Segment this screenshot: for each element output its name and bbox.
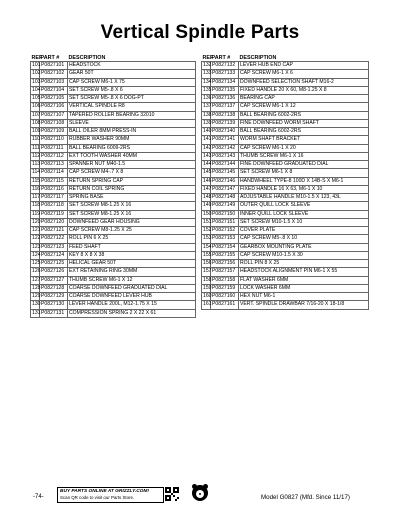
part-number-cell: P0827139 <box>211 119 239 127</box>
part-number-cell: P0827110 <box>40 136 68 144</box>
ref-cell: 115 <box>32 177 41 184</box>
table-row <box>202 251 369 259</box>
part-number-cell: P0827160 <box>211 293 239 301</box>
ref-cell: 111 <box>32 144 40 151</box>
description-cell: CAP SCREW M4-.7 X 8 <box>68 169 196 177</box>
description-cell: SET SCREW M6-1 X 8 <box>239 169 369 177</box>
part-number-cell: P0827120 <box>40 218 68 226</box>
description-cell: FINE DOWNFEED GRADUATED DIAL <box>239 161 369 169</box>
ref-cell: 145 <box>203 169 212 176</box>
ref-cell: 143 <box>203 152 212 159</box>
part-number-cell: P0827115 <box>40 177 68 185</box>
table-row <box>202 111 369 119</box>
table-header-row <box>202 54 369 62</box>
page-footer <box>0 486 400 516</box>
description-cell: DOWNFEED SELECTION SHAFT M16-2 <box>239 78 369 86</box>
buy-parts-box <box>57 487 164 503</box>
part-number-cell: P0827142 <box>211 144 239 152</box>
description-cell: RUBBER WASHER 90MM <box>68 136 196 144</box>
table-row <box>31 103 196 111</box>
part-number-cell: P0827105 <box>40 95 68 103</box>
ref-cell: 128 <box>32 284 41 291</box>
table-row <box>31 268 196 276</box>
table-row <box>31 243 196 251</box>
ref-cell: 103 <box>32 78 41 85</box>
part-number-cell: P0827103 <box>40 78 68 86</box>
description-cell: LEVER HUB END CAP <box>239 62 369 70</box>
part-number-cell: P0827143 <box>211 152 239 160</box>
description-cell: SET SCREW M5-.8 X 6 <box>68 86 196 94</box>
part-number-cell: P0827155 <box>211 251 239 259</box>
part-number-cell: P0827130 <box>40 301 68 309</box>
part-number-cell: P0827123 <box>40 243 68 251</box>
scan-qr-text: Scan QR code to visit our Parts Store. <box>60 495 135 500</box>
table-row <box>31 144 196 152</box>
table-row <box>202 177 369 185</box>
description-cell: FEED SHAFT <box>68 243 196 251</box>
part-number-cell: P0827127 <box>40 276 68 284</box>
description-cell: RETURN COIL SPRING <box>68 185 196 193</box>
ref-cell: 129 <box>32 293 41 300</box>
ref-cell: 109 <box>32 128 41 135</box>
description-cell: COARSE DOWNFEED GRADUATED DIAL <box>68 284 196 292</box>
ref-cell: 126 <box>32 268 41 275</box>
table-row <box>31 161 196 169</box>
part-number-cell: P0827144 <box>211 161 239 169</box>
ref-cell: 122 <box>32 235 41 242</box>
description-cell: BEARING CAP <box>239 95 369 103</box>
part-number-cell: P0827161 <box>211 301 239 309</box>
ref-cell: 146 <box>203 177 212 184</box>
part-number-cell: P0827106 <box>40 103 68 111</box>
part-number-cell: P0827148 <box>211 194 239 202</box>
table-row <box>31 86 196 94</box>
table-row <box>31 136 196 144</box>
part-number-cell: P0827131 <box>40 309 68 317</box>
ref-cell: 155 <box>203 251 212 258</box>
description-cell: HEADSTOCK <box>68 62 196 70</box>
table-row <box>202 185 369 193</box>
description-cell: TAPERED ROLLER BEARING 32010 <box>68 111 196 119</box>
table-row <box>202 152 369 160</box>
description-cell: CAP SCREW M6-1 X 75 <box>68 78 196 86</box>
part-number-cell: P0827151 <box>211 218 239 226</box>
ref-cell: 104 <box>32 86 41 93</box>
part-number-cell: P0827128 <box>40 284 68 292</box>
table-row <box>31 194 196 202</box>
ref-cell: 151 <box>203 218 212 225</box>
description-cell: DOWNFEED GEAR HOUSING <box>68 218 196 226</box>
ref-cell: 127 <box>32 276 41 283</box>
table-row <box>202 95 369 103</box>
description-cell: GEAR 50T <box>68 70 196 78</box>
part-number-header: PART # <box>40 54 60 61</box>
table-row <box>202 119 369 127</box>
ref-cell: 141 <box>203 136 212 143</box>
part-number-cell: P0827126 <box>40 268 68 276</box>
ref-cell: 123 <box>32 243 41 250</box>
part-number-cell: P0827109 <box>40 128 68 136</box>
part-number-cell: P0827119 <box>40 210 68 218</box>
description-cell: BALL BEARING 6009-2RS <box>68 144 196 152</box>
ref-cell: 136 <box>203 95 212 102</box>
description-cell: CAP SCREW M5-.8 X 10 <box>239 235 369 243</box>
table-row <box>31 78 196 86</box>
description-cell: ROLL PIN 6 X 25 <box>68 235 196 243</box>
ref-cell: 148 <box>203 194 212 201</box>
description-cell: LOCK WASHER 6MM <box>239 284 369 292</box>
table-row <box>202 260 369 268</box>
part-number-cell: P0827108 <box>40 119 68 127</box>
table-row <box>31 301 196 309</box>
description-cell: WORM SHAFT BRACKET <box>239 136 369 144</box>
ref-cell: 108 <box>32 119 41 126</box>
table-row <box>31 62 196 70</box>
description-cell: FLAT WASHER 6MM <box>239 276 369 284</box>
table-row <box>202 70 369 78</box>
table-row <box>202 194 369 202</box>
part-number-cell: P0827111 <box>40 144 68 152</box>
part-number-cell: P0827132 <box>211 62 239 70</box>
table-row <box>31 128 196 136</box>
grizzly-bear-logo-icon <box>192 485 208 501</box>
ref-cell: 138 <box>203 111 212 118</box>
ref-cell: 107 <box>32 111 41 118</box>
table-row <box>202 144 369 152</box>
ref-cell: 121 <box>32 227 41 234</box>
part-number-cell: P0827107 <box>40 111 68 119</box>
table-row <box>202 161 369 169</box>
part-number-cell: P0827138 <box>211 111 239 119</box>
description-cell: FIXED HANDLE 16 X 63, M6-1 X 10 <box>239 185 369 193</box>
ref-cell: 110 <box>32 136 41 143</box>
ref-cell: 118 <box>32 202 41 209</box>
table-row <box>31 227 196 235</box>
table-row <box>31 284 196 292</box>
page-number: -74- <box>33 494 44 500</box>
table-row <box>31 169 196 177</box>
part-number-header: PART # <box>211 54 231 61</box>
part-number-cell: P0827137 <box>211 103 239 111</box>
part-number-cell: P0827121 <box>40 227 68 235</box>
part-number-cell: P0827122 <box>40 235 68 243</box>
description-cell: KEY 8 X 8 X 38 <box>68 251 196 259</box>
part-number-cell: P0827159 <box>211 284 239 292</box>
part-number-cell: P0827134 <box>211 78 239 86</box>
description-cell: EXT TOOTH WASHER 40MM <box>68 152 196 160</box>
ref-cell: 114 <box>32 169 41 176</box>
ref-cell: 137 <box>203 103 212 110</box>
ref-cell: 156 <box>203 260 212 267</box>
table-row <box>31 70 196 78</box>
table-row <box>31 210 196 218</box>
page-title: Vertical Spindle Parts <box>100 22 300 43</box>
part-number-cell: P0827147 <box>211 185 239 193</box>
table-row <box>31 218 196 226</box>
part-number-cell: P0827133 <box>211 70 239 78</box>
part-number-cell: P0827152 <box>211 227 239 235</box>
ref-cell: 147 <box>203 185 212 192</box>
table-row <box>202 243 369 251</box>
part-number-cell: P0827101 <box>40 62 68 70</box>
ref-cell: 133 <box>203 70 212 77</box>
part-number-cell: P0827158 <box>211 276 239 284</box>
description-cell: HEADSTOCK ALIGNMENT PIN M6-1 X 55 <box>239 268 369 276</box>
description-cell: SET SCREW M8-1.25 X 16 <box>68 210 196 218</box>
part-number-cell: P0827150 <box>211 210 239 218</box>
ref-cell: 112 <box>32 152 41 159</box>
description-cell: CAP SCREW M6-1 X 12 <box>239 103 369 111</box>
table-row <box>202 284 369 292</box>
table-row <box>202 235 369 243</box>
part-number-cell: P0827153 <box>211 235 239 243</box>
ref-cell: 160 <box>203 293 212 300</box>
part-number-cell: P0827154 <box>211 243 239 251</box>
description-header: DESCRIPTION <box>239 54 277 61</box>
part-number-cell: P0827117 <box>40 194 68 202</box>
part-number-cell: P0827136 <box>211 95 239 103</box>
ref-cell: 144 <box>203 161 212 168</box>
description-cell: VERTICAL SPINDLE R8 <box>68 103 196 111</box>
ref-cell: 102 <box>32 70 41 77</box>
description-cell: INNER QUILL LOCK SLEEVE <box>239 210 369 218</box>
qr-code-icon <box>165 487 179 501</box>
description-cell: COARSE DOWNFEED LEVER HUB <box>68 293 196 301</box>
part-number-cell: P0827102 <box>40 70 68 78</box>
table-row <box>31 260 196 268</box>
table-row <box>31 177 196 185</box>
table-row <box>31 293 196 301</box>
ref-cell: 149 <box>203 202 212 209</box>
ref-cell: 106 <box>32 103 41 110</box>
part-number-cell: P0827124 <box>40 251 68 259</box>
part-number-cell: P0827116 <box>40 185 68 193</box>
table-row <box>202 128 369 136</box>
part-number-cell: P0827104 <box>40 86 68 94</box>
part-number-cell: P0827125 <box>40 260 68 268</box>
part-number-cell: P0827140 <box>211 128 239 136</box>
part-number-cell: P0827129 <box>40 293 68 301</box>
table-row <box>202 103 369 111</box>
part-number-cell: P0827141 <box>211 136 239 144</box>
ref-cell: 113 <box>32 161 41 168</box>
table-row <box>202 62 369 70</box>
description-cell: BALL BEARING 6002-2RS <box>239 128 369 136</box>
table-row <box>202 301 369 309</box>
description-cell: ADJUSTABLE HANDLE M10-1.5 X 123, 43L <box>239 194 369 202</box>
description-cell: GEARBOX MOUNTING PLATE <box>239 243 369 251</box>
description-cell: LEVER HANDLE 200L, M12-1.75 X 15 <box>68 301 196 309</box>
ref-cell: 154 <box>203 243 212 250</box>
description-cell: SPRING BASE <box>68 194 196 202</box>
description-cell: CAP SCREW M6-1 X 6 <box>239 70 369 78</box>
ref-cell: 105 <box>32 95 41 102</box>
ref-header: REF <box>31 54 43 61</box>
parts-table-left <box>30 54 196 318</box>
ref-cell: 120 <box>32 218 41 225</box>
part-number-cell: P0827146 <box>211 177 239 185</box>
ref-cell: 101 <box>32 62 41 69</box>
table-row <box>31 95 196 103</box>
description-cell: CAP SCREW M10-1.5 X 30 <box>239 251 369 259</box>
table-row <box>31 276 196 284</box>
part-number-cell: P0827118 <box>40 202 68 210</box>
ref-cell: 158 <box>203 276 212 283</box>
description-cell: THUMB SCREW M6-1 X 12 <box>68 276 196 284</box>
table-row <box>202 136 369 144</box>
ref-header: REF <box>202 54 214 61</box>
ref-cell: 157 <box>203 268 212 275</box>
table-row <box>31 119 196 127</box>
table-row <box>31 309 196 317</box>
ref-cell: 161 <box>203 301 212 308</box>
description-cell: THUMB SCREW M6-1 X 16 <box>239 152 369 160</box>
part-number-cell: P0827135 <box>211 86 239 94</box>
table-row <box>202 210 369 218</box>
description-cell: COVER PLATE <box>239 227 369 235</box>
ref-cell: 116 <box>32 185 41 192</box>
table-row <box>202 86 369 94</box>
model-info: Model G0827 (Mfd. Since 11/17) <box>261 494 350 501</box>
ref-cell: 135 <box>203 86 212 93</box>
ref-cell: 117 <box>32 194 41 201</box>
ref-cell: 153 <box>203 235 212 242</box>
table-row <box>202 169 369 177</box>
description-cell: SET SCREW M5-.8 X 6 DOG-PT <box>68 95 196 103</box>
description-header: DESCRIPTION <box>68 54 106 61</box>
part-number-cell: P0827113 <box>40 161 68 169</box>
table-row <box>202 227 369 235</box>
part-number-cell: P0827145 <box>211 169 239 177</box>
description-cell: OUTER QUILL LOCK SLEEVE <box>239 202 369 210</box>
table-row <box>202 202 369 210</box>
description-cell: SET SCREW M8-1.25 X 16 <box>68 202 196 210</box>
description-cell: ROLL PIN 8 X 25 <box>239 260 369 268</box>
description-cell: HANDWHEEL TYPE-8 100D X 14B-S X M6-1 <box>239 177 369 185</box>
table-row <box>31 111 196 119</box>
ref-cell: 131 <box>32 309 41 316</box>
part-number-cell: P0827156 <box>211 260 239 268</box>
ref-cell: 119 <box>32 210 41 217</box>
description-cell: SPANNER NUT M40-1.5 <box>68 161 196 169</box>
description-cell: HELICAL GEAR 50T <box>68 260 196 268</box>
description-cell: VERT. SPINDLE DRAWBAR 7/16-20 X 18-1/8 <box>239 301 369 309</box>
description-cell: SLEEVE <box>68 119 196 127</box>
table-row <box>31 251 196 259</box>
ref-cell: 159 <box>203 284 212 291</box>
table-row <box>202 293 369 301</box>
table-row <box>202 218 369 226</box>
description-cell: FINE DOWNFEED WORM SHAFT <box>239 119 369 127</box>
buy-parts-text: BUY PARTS ONLINE AT GRIZZLY.COM! <box>60 489 150 494</box>
ref-cell: 124 <box>32 251 41 258</box>
ref-cell: 134 <box>203 78 212 85</box>
description-cell: COMPRESSION SPRING 2 X 22 X 61 <box>68 309 196 317</box>
table-row <box>31 185 196 193</box>
part-number-cell: P0827114 <box>40 169 68 177</box>
description-cell: FIXED HANDLE 20 X 60, M8-1.25 X 8 <box>239 86 369 94</box>
part-number-cell: P0827112 <box>40 152 68 160</box>
table-row <box>202 276 369 284</box>
description-cell: HEX NUT M6-1 <box>239 293 369 301</box>
table-row <box>31 152 196 160</box>
table-header-row <box>31 54 196 62</box>
ref-cell: 142 <box>203 144 212 151</box>
description-cell: BALL BEARING 6002-2RS <box>239 111 369 119</box>
ref-cell: 140 <box>203 128 212 135</box>
ref-cell: 139 <box>203 119 212 126</box>
description-cell: BALL OILER 8MM PRESS-IN <box>68 128 196 136</box>
part-number-cell: P0827149 <box>211 202 239 210</box>
parts-table-right <box>201 54 369 310</box>
table-row <box>31 235 196 243</box>
description-cell: CAP SCREW M6-1 X 20 <box>239 144 369 152</box>
ref-cell: 132 <box>203 62 212 69</box>
table-row <box>202 268 369 276</box>
table-row <box>202 78 369 86</box>
description-cell: EXT RETAINING RING 30MM <box>68 268 196 276</box>
part-number-cell: P0827157 <box>211 268 239 276</box>
ref-cell: 150 <box>203 210 212 217</box>
ref-cell: 125 <box>32 260 41 267</box>
ref-cell: 152 <box>203 227 212 234</box>
ref-cell: 130 <box>32 301 41 308</box>
description-cell: SET SCREW M10-1.5 X 10 <box>239 218 369 226</box>
table-row <box>31 202 196 210</box>
description-cell: CAP SCREW M8-1.25 X 25 <box>68 227 196 235</box>
description-cell: RETURN SPRING CAP <box>68 177 196 185</box>
